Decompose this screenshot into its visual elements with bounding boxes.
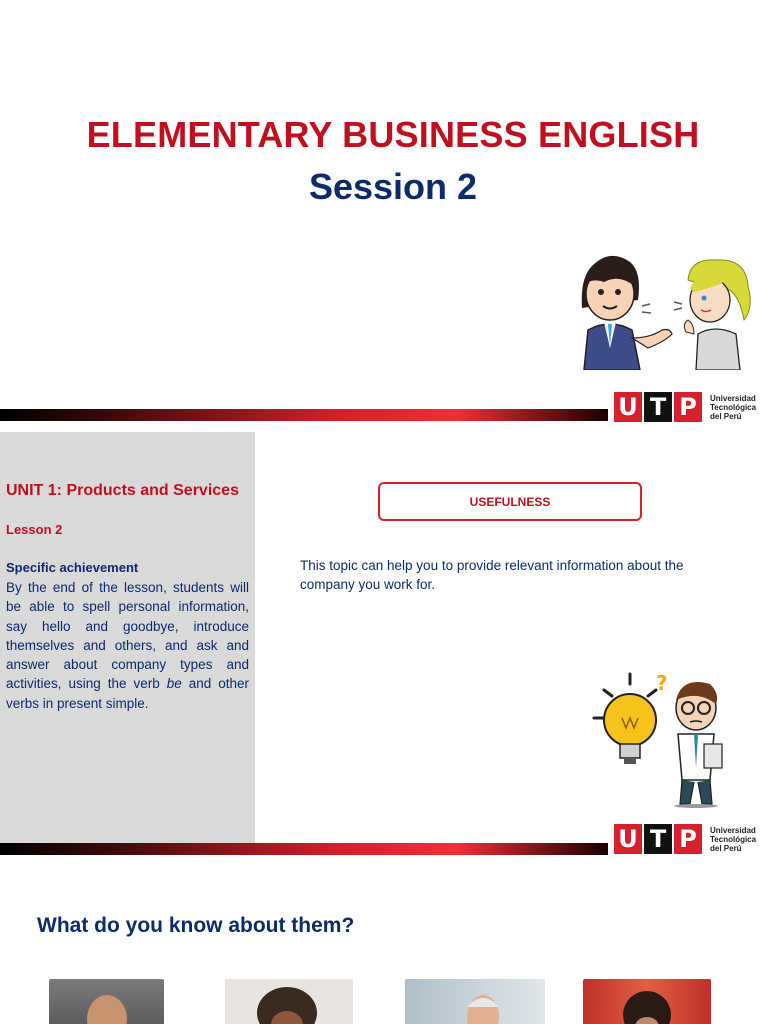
topic-description: This topic can help you to provide relevant information about the company you work for. xyxy=(300,558,684,592)
person-photo-3 xyxy=(405,979,545,1024)
decorative-gradient-bar xyxy=(0,409,608,421)
question-slide xyxy=(0,864,768,1024)
decorative-gradient-bar xyxy=(0,843,608,855)
business-people-talking-illustration xyxy=(570,238,760,370)
course-title: ELEMENTARY BUSINESS ENGLISH xyxy=(86,114,700,155)
lesson-label: Lesson 2 xyxy=(6,522,63,537)
achievement-heading: Specific achievement xyxy=(6,560,139,575)
person-photo-1 xyxy=(49,979,164,1024)
logo-letter-t: T xyxy=(644,824,672,854)
person-photo-2 xyxy=(225,979,353,1024)
verb-be: be xyxy=(166,676,182,692)
unit-title: UNIT 1: Products and Services xyxy=(6,482,239,499)
logo-letter-u: U xyxy=(614,392,642,422)
logo-letter-p: P xyxy=(674,392,702,422)
lesson-info-panel xyxy=(0,432,255,844)
thinking-man-lightbulb-illustration xyxy=(592,668,732,808)
question-heading: What do you know about them? xyxy=(37,914,355,937)
logo-letter-u: U xyxy=(614,824,642,854)
utp-logo xyxy=(614,392,756,422)
usefulness-box: USEFULNESS xyxy=(378,482,642,521)
utp-logo xyxy=(614,824,756,854)
logo-text: Universidad Tecnológica del Perú xyxy=(710,393,757,421)
session-subtitle: Session 2 xyxy=(308,166,478,207)
logo-letter-t: T xyxy=(644,392,672,422)
logo-letter-p: P xyxy=(674,824,702,854)
title-slide xyxy=(0,0,768,432)
person-photo-4 xyxy=(583,979,711,1024)
achievement-body: By the end of the lesson, students will be able to spell personal information, say hello and goodbye, introduce themselves and others, and ask and answer about company types and activities, using the verb be and other verbs in present simple. xyxy=(6,580,249,711)
lesson-slide xyxy=(0,432,768,864)
svg-text:?: ? xyxy=(656,671,668,695)
logo-text: Universidad Tecnológica del Perú xyxy=(710,825,757,853)
